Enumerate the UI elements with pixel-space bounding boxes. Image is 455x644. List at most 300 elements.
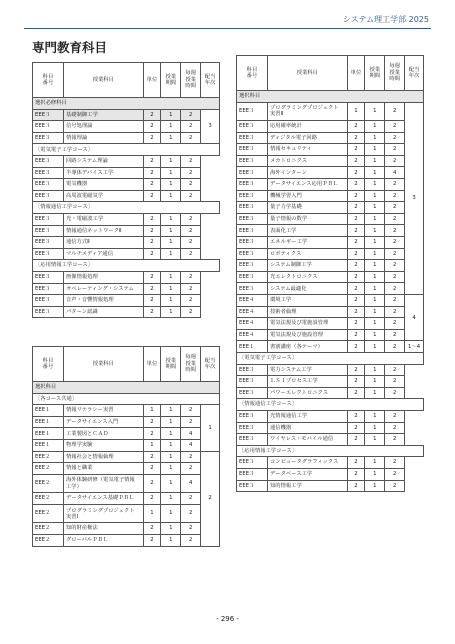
col-header-name: 授業科目 [63, 63, 143, 98]
col-header-period: 授業 期間 [161, 347, 181, 382]
credit-value: 2 [347, 132, 365, 144]
col-header-name: 授業科目 [63, 347, 143, 382]
course-name: 書割講座（各テーマ） [267, 341, 347, 353]
col-header-code: 科目 番号 [237, 56, 268, 91]
weekly-hours-value: 2 [385, 283, 405, 295]
page-number: - 296 - [216, 615, 239, 623]
course-name: 情報と職業 [63, 463, 143, 475]
course-row [33, 213, 220, 225]
weekly-hours-value: 2 [385, 341, 405, 353]
course-name: ＬＳＩプロセス工学 [267, 376, 347, 388]
course-code: EEE１ [33, 439, 64, 451]
course-row [237, 329, 424, 341]
credit-value: 1 [143, 439, 161, 451]
weekly-hours-value: 2 [181, 121, 201, 133]
course-code: EEE３ [33, 132, 64, 144]
course-row [237, 237, 424, 249]
period-value: 1 [365, 468, 385, 480]
course-group-label: 〔電気電子工学コース〕 [237, 352, 424, 364]
weekly-hours-value: 2 [385, 387, 405, 399]
course-code: EEE２ [33, 451, 64, 463]
period-value: 1 [365, 237, 385, 249]
credit-value: 2 [347, 167, 365, 179]
category-label: 選択科目 [237, 91, 424, 103]
course-group-label: 〔電気電子工学コース〕 [33, 144, 220, 156]
course-row [237, 364, 424, 376]
course-code: EEE３ [237, 167, 268, 179]
weekly-hours-value: 2 [181, 295, 201, 307]
year-value: 3 [201, 109, 220, 144]
course-name: 光・電磁波工学 [63, 213, 143, 225]
weekly-hours-value: 2 [181, 534, 201, 546]
period-value: 1 [161, 213, 181, 225]
course-row [237, 283, 424, 295]
period-value: 1 [161, 416, 181, 428]
course-row [33, 405, 220, 417]
credit-value: 2 [347, 248, 365, 260]
course-name: システム制御工学 [267, 260, 347, 272]
weekly-hours-value: 2 [385, 271, 405, 283]
period-value: 1 [365, 318, 385, 330]
credit-value: 2 [347, 480, 365, 492]
weekly-hours-value: 2 [385, 318, 405, 330]
weekly-hours-value: 2 [181, 167, 201, 179]
period-value: 1 [161, 167, 181, 179]
course-code: EEE４ [237, 318, 268, 330]
course-name: 機械学習入門 [267, 190, 347, 202]
category-band-row [33, 382, 220, 394]
credit-value: 2 [347, 329, 365, 341]
col-header-year: 配当 年次 [201, 63, 220, 98]
credit-value: 2 [347, 434, 365, 446]
period-value: 1 [365, 179, 385, 191]
credit-value: 2 [347, 225, 365, 237]
course-group-row [237, 445, 424, 457]
weekly-hours-value: 2 [181, 504, 201, 523]
course-code: EEE３ [237, 271, 268, 283]
course-name: データサイエンス基礎ＰＢＬ [63, 493, 143, 505]
course-name: 電気法規及び施設管理 [267, 329, 347, 341]
course-row [33, 109, 220, 121]
credit-value: 2 [143, 428, 161, 440]
weekly-hours-value: 2 [385, 190, 405, 202]
period-value: 1 [161, 225, 181, 237]
credit-value: 2 [347, 271, 365, 283]
credit-value: 2 [347, 237, 365, 249]
credit-value: 2 [143, 121, 161, 133]
credit-value: 2 [143, 534, 161, 546]
course-code: EEE３ [237, 480, 268, 492]
weekly-hours-value: 2 [181, 213, 201, 225]
weekly-hours-value: 2 [181, 523, 201, 535]
credit-value: 1 [347, 102, 365, 121]
course-row [33, 463, 220, 475]
weekly-hours-value: 2 [385, 329, 405, 341]
period-value: 1 [161, 306, 181, 318]
course-code: EEE３ [33, 271, 64, 283]
course-row [33, 416, 220, 428]
weekly-hours-value: 2 [385, 102, 405, 121]
period-value: 1 [161, 405, 181, 417]
weekly-hours-value: 2 [181, 179, 201, 191]
header-rule [24, 28, 431, 29]
weekly-hours-value: 2 [181, 109, 201, 121]
course-code: EEE３ [33, 283, 64, 295]
period-value: 1 [161, 439, 181, 451]
course-row [237, 132, 424, 144]
course-name: 電気法規及び電施設管理 [267, 318, 347, 330]
credit-value: 2 [347, 341, 365, 353]
course-row [237, 155, 424, 167]
course-group-label: 〔各コース共通〕 [33, 393, 220, 405]
weekly-hours-value: 2 [385, 376, 405, 388]
course-name: 情報リテラシー実習 [63, 405, 143, 417]
weekly-hours-value: 2 [385, 434, 405, 446]
weekly-hours-value: 2 [385, 364, 405, 376]
course-code: EEE３ [237, 468, 268, 480]
course-row [237, 179, 424, 191]
course-code: EEE３ [33, 167, 64, 179]
course-code: EEE３ [33, 155, 64, 167]
course-name: エネルギー工学 [267, 237, 347, 249]
course-row [33, 493, 220, 505]
credit-value: 1 [143, 405, 161, 417]
course-name: 通信方式Ⅱ [63, 237, 143, 249]
period-value: 1 [365, 121, 385, 133]
weekly-hours-value: 2 [385, 260, 405, 272]
course-name: 音声・音響情報処理 [63, 295, 143, 307]
course-name: オペレーティング・システム [63, 283, 143, 295]
course-row [33, 451, 220, 463]
course-row [237, 341, 424, 353]
weekly-hours-value: 2 [181, 237, 201, 249]
period-value: 1 [365, 387, 385, 399]
period-value: 1 [365, 102, 385, 121]
course-code: EEE３ [237, 213, 268, 225]
credit-value: 2 [347, 283, 365, 295]
course-row [33, 295, 220, 307]
course-code: EEE３ [33, 237, 64, 249]
course-name: 表面化工学 [267, 225, 347, 237]
course-code: EEE３ [237, 155, 268, 167]
table-electives-common [32, 346, 220, 547]
course-code: EEE３ [237, 248, 268, 260]
weekly-hours-value: 2 [385, 306, 405, 318]
course-row [237, 410, 424, 422]
period-value: 1 [161, 504, 181, 523]
period-value: 1 [365, 434, 385, 446]
credit-value: 2 [347, 410, 365, 422]
course-name: ロボティクス [267, 248, 347, 260]
course-code: EEE１ [33, 428, 64, 440]
weekly-hours-value: 2 [181, 416, 201, 428]
course-code: EEE３ [237, 144, 268, 156]
course-row [33, 132, 220, 144]
weekly-hours-value: 4 [385, 167, 405, 179]
course-name: 光エレクトロニクス [267, 271, 347, 283]
course-row [237, 295, 424, 307]
course-group-row [237, 399, 424, 411]
course-row [237, 121, 424, 133]
course-code: EEE３ [33, 248, 64, 260]
year-value: 1～4 [405, 341, 424, 353]
col-header-credit: 単位 [143, 63, 161, 98]
course-row [237, 422, 424, 434]
course-group-row [33, 260, 220, 272]
course-code: EEE３ [237, 457, 268, 469]
course-code: EEE１ [33, 416, 64, 428]
period-value: 1 [161, 271, 181, 283]
period-value: 1 [161, 534, 181, 546]
course-code: EEE４ [237, 329, 268, 341]
credit-value: 2 [143, 416, 161, 428]
weekly-hours-value: 2 [181, 306, 201, 318]
weekly-hours-value: 2 [385, 295, 405, 307]
credit-value: 2 [143, 493, 161, 505]
category-band-row [33, 98, 220, 110]
credit-value: 2 [347, 306, 365, 318]
credit-value: 2 [347, 364, 365, 376]
course-code: EEE３ [237, 202, 268, 214]
col-header-weekly: 毎週 授業 時間 [385, 56, 405, 91]
credit-value: 2 [143, 295, 161, 307]
year-value: 1 [201, 405, 220, 451]
period-value: 1 [161, 463, 181, 475]
course-row [33, 474, 220, 493]
course-name: 技術者倫理 [267, 306, 347, 318]
course-name: 情報セキュリティ [267, 144, 347, 156]
course-code: EEE３ [237, 190, 268, 202]
header-row [33, 63, 220, 98]
course-name: パターン認識 [63, 306, 143, 318]
course-code: EEE１ [237, 341, 268, 353]
course-name: 情報理論 [63, 132, 143, 144]
course-code: EEE３ [237, 102, 268, 121]
course-name: プログラミングプロジェクト 実習Ⅰ [63, 504, 143, 523]
weekly-hours-value: 2 [181, 190, 201, 202]
col-header-period: 授業 期間 [161, 63, 181, 98]
period-value: 1 [161, 190, 181, 202]
course-code: EEE３ [237, 179, 268, 191]
course-row [237, 434, 424, 446]
course-name: 海外インターン [267, 167, 347, 179]
period-value: 1 [365, 144, 385, 156]
period-value: 1 [365, 190, 385, 202]
period-value: 1 [161, 132, 181, 144]
course-row [237, 213, 424, 225]
period-value: 1 [365, 132, 385, 144]
period-value: 1 [365, 422, 385, 434]
course-row [33, 237, 220, 249]
period-value: 1 [365, 260, 385, 272]
period-value: 1 [161, 121, 181, 133]
course-name: 工業製図とＣＡＤ [63, 428, 143, 440]
course-code: EEE３ [33, 109, 64, 121]
credit-value: 2 [143, 523, 161, 535]
credit-value: 2 [143, 283, 161, 295]
weekly-hours-value: 2 [181, 463, 201, 475]
course-group-label: 〔応用情報工学コース〕 [237, 445, 424, 457]
weekly-hours-value: 2 [181, 155, 201, 167]
course-row [237, 190, 424, 202]
period-value: 1 [365, 364, 385, 376]
period-value: 1 [161, 428, 181, 440]
weekly-hours-value: 2 [385, 457, 405, 469]
credit-value: 2 [143, 248, 161, 260]
year-value: 2 [201, 451, 220, 546]
period-value: 1 [365, 480, 385, 492]
course-row [33, 283, 220, 295]
weekly-hours-value: 2 [181, 283, 201, 295]
credit-value: 2 [143, 190, 161, 202]
period-value: 1 [161, 295, 181, 307]
course-code: EEE３ [33, 213, 64, 225]
credit-value: 2 [347, 387, 365, 399]
course-code: EEE３ [33, 295, 64, 307]
course-row [33, 225, 220, 237]
year-value: 4 [405, 295, 424, 341]
course-code: EEE３ [237, 376, 268, 388]
weekly-hours-value: 2 [385, 237, 405, 249]
course-code: EEE３ [33, 190, 64, 202]
course-name: データベース工学 [267, 468, 347, 480]
course-row [237, 202, 424, 214]
period-value: 1 [161, 248, 181, 260]
course-row [33, 306, 220, 318]
period-value: 1 [365, 271, 385, 283]
course-name: ワイヤレス・モバイル通信 [267, 434, 347, 446]
credit-value: 2 [143, 213, 161, 225]
weekly-hours-value: 2 [385, 480, 405, 492]
course-code: EEE２ [33, 534, 64, 546]
course-row [33, 179, 220, 191]
credit-value: 2 [347, 260, 365, 272]
col-header-credit: 単位 [347, 56, 365, 91]
period-value: 1 [161, 474, 181, 493]
course-row [237, 318, 424, 330]
course-row [33, 428, 220, 440]
col-header-code: 科目 番号 [33, 347, 64, 382]
course-row [237, 306, 424, 318]
weekly-hours-value: 2 [181, 248, 201, 260]
period-value: 1 [365, 155, 385, 167]
course-row [33, 248, 220, 260]
course-row [33, 439, 220, 451]
course-name: 環境工学 [267, 295, 347, 307]
category-label: 選択必修科目 [33, 98, 220, 110]
course-code: EEE３ [237, 364, 268, 376]
weekly-hours-value: 2 [385, 144, 405, 156]
course-row [237, 480, 424, 492]
course-code: EEE２ [33, 523, 64, 535]
course-name: 高周波電磁気学 [63, 190, 143, 202]
period-value: 1 [365, 167, 385, 179]
table-electives-advanced [236, 55, 424, 492]
period-value: 1 [161, 493, 181, 505]
period-value: 1 [365, 295, 385, 307]
category-band-row [237, 91, 424, 103]
course-name: 光情報通信工学 [267, 410, 347, 422]
course-name: 海外体験研修（電気電子情報 工学） [63, 474, 143, 493]
course-code: EEE３ [237, 422, 268, 434]
weekly-hours-value: 2 [181, 271, 201, 283]
period-value: 1 [161, 523, 181, 535]
credit-value: 1 [143, 504, 161, 523]
course-row [237, 225, 424, 237]
col-header-weekly: 毎週 授業 時間 [181, 63, 201, 98]
course-code: EEE３ [33, 179, 64, 191]
weekly-hours-value: 2 [385, 225, 405, 237]
credit-value: 2 [347, 202, 365, 214]
course-row [237, 248, 424, 260]
course-group-row [237, 352, 424, 364]
section-title: 専門教育科目 [32, 40, 108, 55]
course-name: プログラミングプロジェクト 実習Ⅱ [267, 102, 347, 121]
course-name: 量子情報の数学 [267, 213, 347, 225]
year-value: 3 [405, 102, 424, 294]
weekly-hours-value: 2 [385, 248, 405, 260]
course-code: EEE３ [237, 237, 268, 249]
course-code: EEE３ [237, 260, 268, 272]
course-code: EEE２ [33, 474, 64, 493]
credit-value: 2 [347, 213, 365, 225]
course-name: 知的情報工学 [267, 480, 347, 492]
col-header-weekly: 毎週 授業 時間 [181, 347, 201, 382]
course-code: EEE３ [33, 306, 64, 318]
col-header-code: 科目 番号 [33, 63, 64, 98]
weekly-hours-value: 2 [385, 121, 405, 133]
credit-value: 2 [143, 463, 161, 475]
period-value: 1 [161, 451, 181, 463]
period-value: 1 [365, 329, 385, 341]
credit-value: 2 [143, 474, 161, 493]
credit-value: 2 [143, 271, 161, 283]
course-group-row [33, 202, 220, 214]
period-value: 1 [161, 237, 181, 249]
credit-value: 2 [347, 457, 365, 469]
course-name: 信号処理論 [63, 121, 143, 133]
credit-value: 2 [143, 225, 161, 237]
course-row [237, 102, 424, 121]
credit-value: 2 [347, 468, 365, 480]
col-header-period: 授業 期間 [365, 56, 385, 91]
period-value: 1 [365, 341, 385, 353]
course-code: EEE３ [33, 121, 64, 133]
credit-value: 2 [347, 144, 365, 156]
course-code: EEE４ [237, 306, 268, 318]
course-row [237, 376, 424, 388]
weekly-hours-value: 2 [385, 410, 405, 422]
course-name: コンピュータグラフィックス [267, 457, 347, 469]
category-label: 選択科目 [33, 382, 220, 394]
period-value: 1 [365, 306, 385, 318]
course-name: 半導体デバイス工学 [63, 167, 143, 179]
weekly-hours-value: 2 [181, 132, 201, 144]
course-code: EEE３ [237, 225, 268, 237]
credit-value: 2 [347, 155, 365, 167]
course-code: EEE３ [237, 387, 268, 399]
credit-value: 2 [347, 318, 365, 330]
credit-value: 2 [347, 376, 365, 388]
course-name: データサイエンス応用ＰＢＬ [267, 179, 347, 191]
credit-value: 2 [143, 167, 161, 179]
course-name: グローバルＰＢＬ [63, 534, 143, 546]
period-value: 1 [161, 109, 181, 121]
course-group-label: 〔情報通信工学コース〕 [33, 202, 220, 214]
weekly-hours-value: 2 [181, 405, 201, 417]
course-name: メカトロニクス [267, 155, 347, 167]
credit-value: 2 [347, 121, 365, 133]
